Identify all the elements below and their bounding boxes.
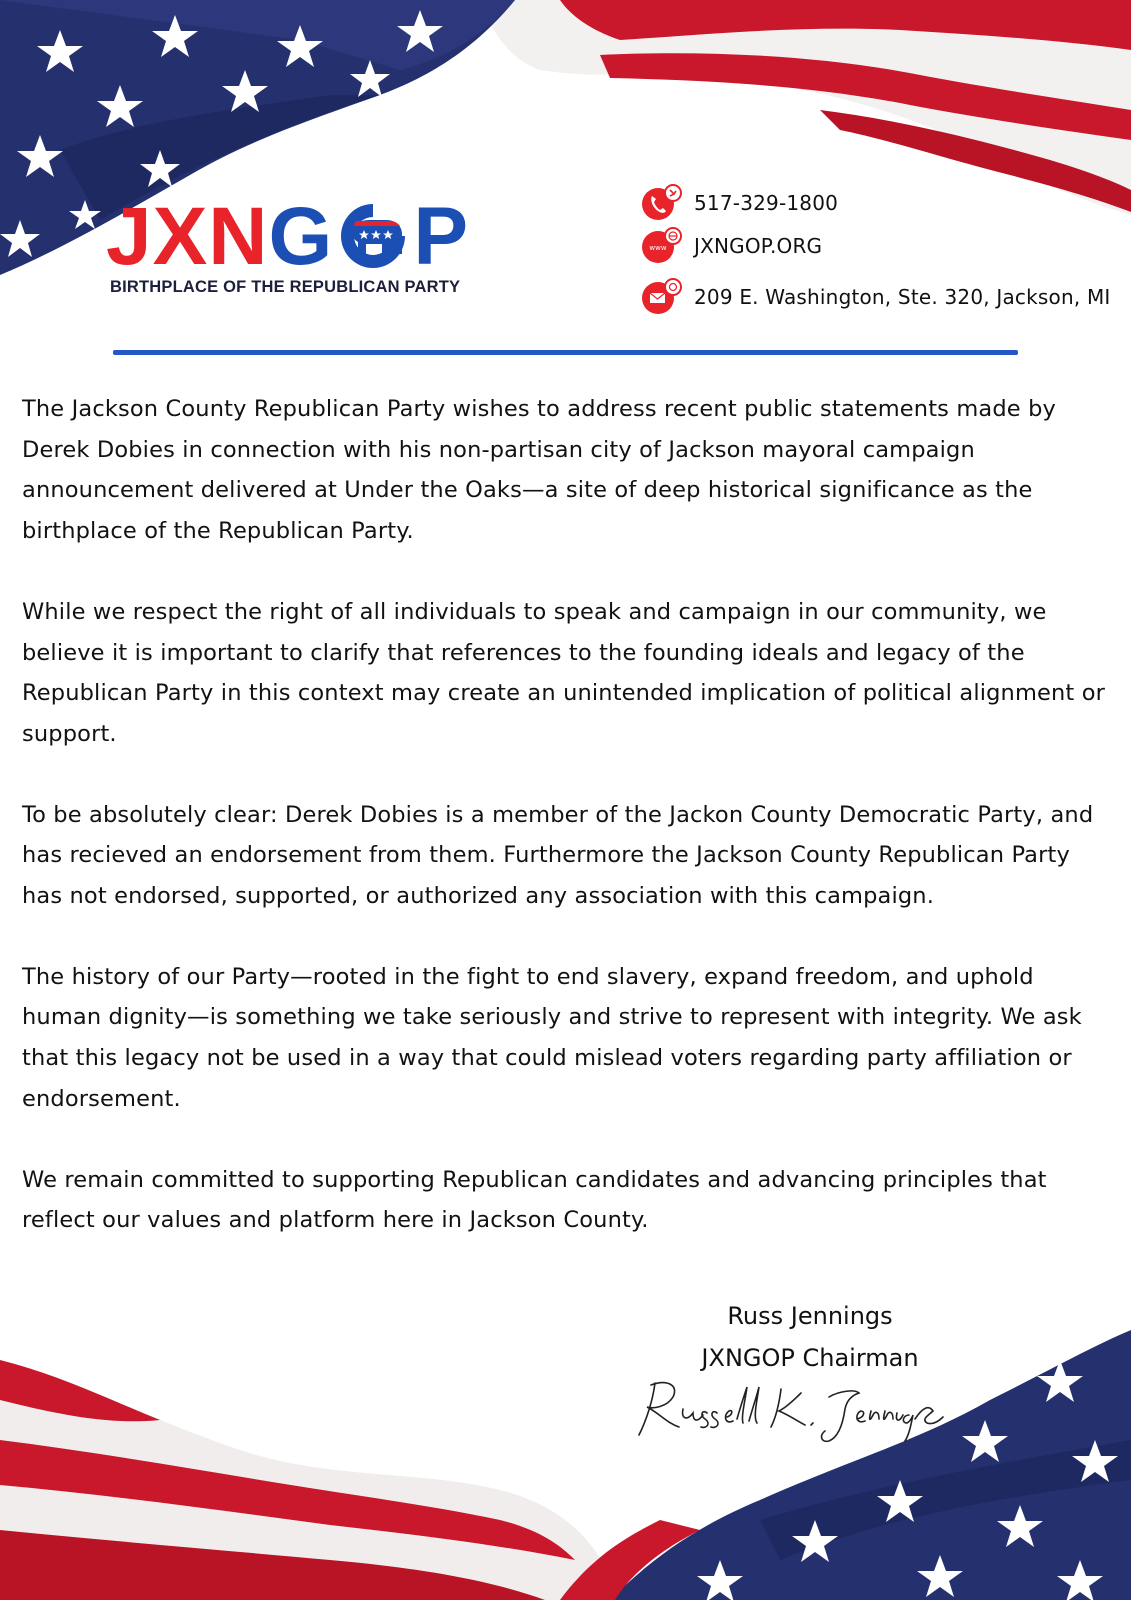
contact-address-text: 209 E. Washington, Ste. 320, Jackson, MI <box>694 285 1111 309</box>
contact-website[interactable] <box>640 226 822 266</box>
logo-red-part: JXN <box>106 191 269 282</box>
jxngop-logo <box>106 191 496 306</box>
paragraph: The history of our Party—rooted in the fight to end slavery, expand freedom, and uphold human dignity—is something we take seriously and strive to represent with integrity. We ask that this legacy not be used in a way that could mislead voters regarding party affiliation or endorsement. <box>22 963 1082 1112</box>
letter-body <box>22 389 1114 1281</box>
paragraph: The Jackson County Republican Party wishes to address recent public statements made by Derek Dobies in connection with his non-partisan city of Jackson mayoral campaign announcement delivered at Under the Oaks—a site of deep historical significance as the birthplace of the Republican Party. <box>22 396 1056 545</box>
bottom-left-stripes <box>0 1360 620 1600</box>
logo-wordmark <box>106 191 470 282</box>
handwritten-signature <box>633 1375 963 1447</box>
contact-website-text: JXNGOP.ORG <box>694 234 823 258</box>
contact-address[interactable] <box>640 277 1111 317</box>
signoff <box>640 1295 980 1379</box>
contact-phone[interactable] <box>640 183 838 223</box>
svg-text:www: www <box>649 244 667 252</box>
contact-phone-text: 517-329-1800 <box>694 191 839 215</box>
logo-tagline: BIRTHPLACE OF THE REPUBLICAN PARTY <box>110 278 461 296</box>
header-divider <box>113 350 1018 355</box>
contact-block <box>640 183 1120 323</box>
logo-blue-part: G <box>268 191 334 282</box>
logo-blue-part-end: P <box>413 191 470 282</box>
paragraph: To be absolutely clear: Derek Dobies is a member of the Jackon County Democratic Party, and has recieved an endorsement from them. Furthermore the Jackson County Republican Party has not endorsed, supported, or authorized any association with this campaign. <box>22 801 1094 910</box>
web-icon <box>640 226 684 266</box>
phone-icon <box>640 183 684 223</box>
mail-icon <box>640 277 684 317</box>
elephant-icon <box>334 202 412 270</box>
signer-name: Russ Jennings <box>727 1302 893 1330</box>
signer-title: JXNGOP Chairman <box>701 1344 919 1372</box>
paragraph: While we respect the right of all individuals to speak and campaign in our community, we believe it is important to clarify that references to the founding ideals and legacy of the Republican Party in this context may create an unintended implication of political alignment or support. <box>22 598 1106 747</box>
paragraph: We remain committed to supporting Republican candidates and advancing principles that reflect our values and platform here in Jackson County. <box>22 1166 1047 1234</box>
